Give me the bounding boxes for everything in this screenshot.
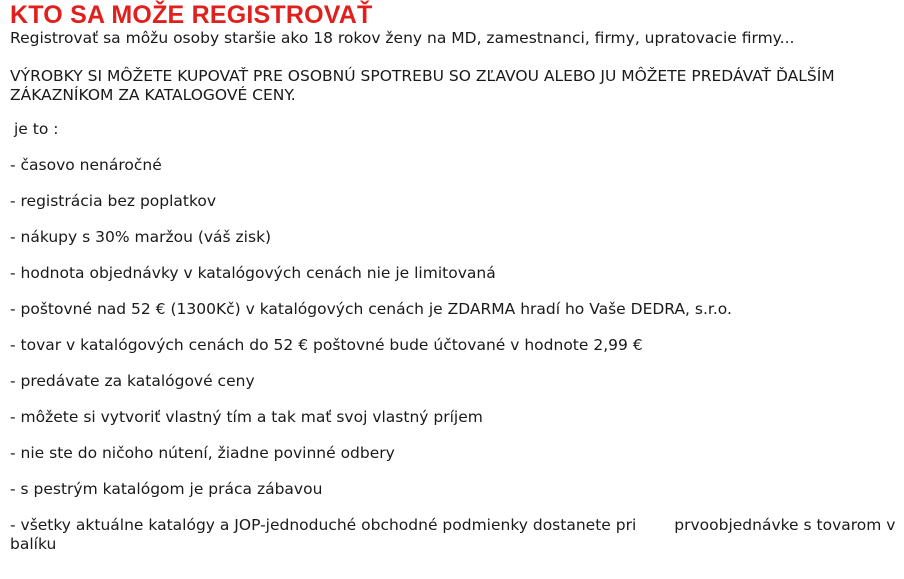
list-lead: je to : — [14, 120, 59, 138]
list-item-last-part2: prvoobjednávke s tovarom v balíku — [10, 516, 896, 553]
registration-info — [10, 2, 900, 554]
list-item-last — [10, 516, 900, 554]
benefits-list — [10, 156, 900, 554]
list-item: - registrácia bez poplatkov — [10, 192, 217, 210]
list-item: - hodnota objednávky v katalógových cenách nie je limitovaná — [10, 264, 496, 282]
intro-text: Registrovať sa môžu osoby staršie ako 18 rokov ženy na MD, zamestnanci, firmy, upratovacie firmy... — [10, 29, 795, 47]
list-item: - poštovné nad 52 € (1300Kč) v katalógových cenách je ZDARMA hradí ho Vaše DEDRA, s.r.o. — [10, 300, 732, 318]
list-item: - nie ste do ničoho nútení, žiadne povinné odbery — [10, 444, 395, 462]
list-item: - časovo nenáročné — [10, 156, 162, 174]
page-title: KTO SA MOŽE REGISTROVAŤ — [10, 1, 373, 29]
caps-notice: VÝROBKY SI MÔŽETE KUPOVAŤ PRE OSOBNÚ SPOTREBU SO ZĽAVOU ALEBO JU MÔŽETE PREDÁVAŤ ĎALŠÍM ZÁKAZNÍKOM ZA KATALOGOVÉ CENY. — [10, 67, 835, 104]
list-item: - tovar v katalógových cenách do 52 € poštovné bude účtované v hodnote 2,99 € — [10, 336, 643, 354]
list-item-last-part1: - všetky aktuálne katalógy a JOP-jednoduché obchodné podmienky dostanete pri — [10, 516, 637, 534]
list-item: - s pestrým katalógom je práca zábavou — [10, 480, 323, 498]
list-item: - môžete si vytvoriť vlastný tím a tak mať svoj vlastný príjem — [10, 408, 483, 426]
list-item: - predávate za katalógové ceny — [10, 372, 255, 390]
list-item: - nákupy s 30% maržou (váš zisk) — [10, 228, 272, 246]
